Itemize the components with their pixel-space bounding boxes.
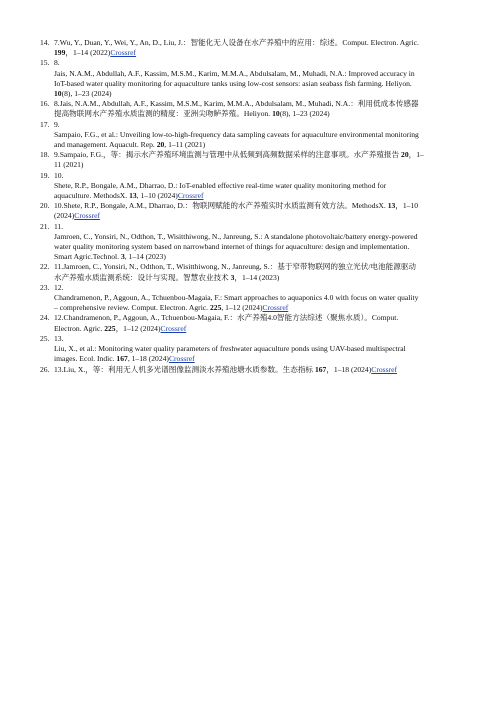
reference-item [40,334,460,365]
volume-number: 167 [314,364,327,374]
reference-text: 11.Jamroen, C., Yonsiri, N., Odthon, T., Wisitthiwong, N., Janreung, S.：基于窄带物联网的独立光伏/电池能源驱动 [54,262,417,272]
reference-item [40,171,460,202]
reference-text: , 1–11 (2021) [164,140,206,150]
reference-line [54,109,460,119]
reference-text: , 1–12 (2024) [221,303,263,313]
reference-line [54,313,460,323]
reference-list [40,38,460,375]
reference-number: 19. [40,170,50,180]
volume-number: 225 [104,323,116,333]
reference-item [40,313,460,333]
reference-number: 23. [40,282,50,292]
reference-line [54,38,460,48]
reference-text: 10.Shete, R.P., Bongale, A.M., Dharrao, D.：物联网赋能的水产养殖实时水质监测有效方法。MethodsX. [54,201,388,211]
reference-text: (2024) [54,211,75,221]
reference-text: 13.Liu, X.，等：利用无人机多光谱图像监测淡水养殖池塘水质参数。生态指标 [54,364,315,374]
reference-line [54,344,460,354]
reference-text: ，1– [408,150,424,160]
crossref-link[interactable]: Crossref [177,191,204,201]
reference-line [54,79,460,89]
reference-text: ，1–10 [395,201,419,211]
volume-number: 10 [272,109,280,119]
reference-number: 22. [40,262,50,272]
reference-line [54,222,460,232]
reference-line [54,201,460,211]
reference-item [40,365,460,375]
reference-line [54,120,460,130]
reference-line [54,242,460,252]
reference-line [54,150,460,160]
crossref-link[interactable]: Crossref [262,303,289,313]
reference-number: 15. [40,58,50,68]
reference-text: images. Ecol. Indic. [54,354,117,364]
reference-text: aquaculture. MethodsX. [54,191,130,201]
volume-number: 3 [120,252,125,262]
reference-text: Shete, R.P., Bongale, A.M., Dharrao, D.: IoT-enabled effective real-time water quality monitoring method for [54,180,387,190]
reference-item [40,99,460,119]
reference-line [54,99,460,109]
reference-item [40,58,460,99]
reference-line [54,130,460,140]
reference-line [54,354,460,364]
reference-number: 26. [40,364,50,374]
reference-text: 9. [54,119,60,129]
volume-number: 167 [116,354,128,364]
reference-text: Smart Agric.Technol. [54,252,121,262]
reference-text: 11 (2021) [54,160,84,170]
crossref-link[interactable]: Crossref [74,211,100,221]
crossref-link[interactable]: Crossref [160,323,187,333]
reference-text: ，1–18 (2024) [326,364,372,374]
reference-item [40,222,460,263]
reference-text: 12.Chandramenon, P., Aggoun, A., Tchuenbou-Magaia, F.：水产养殖4.0智能方法综述（聚焦水质）。Comput. [54,313,399,323]
reference-number: 17. [40,119,50,129]
reference-line [54,324,460,334]
crossref-link[interactable]: Crossref [168,354,195,364]
volume-number: 20 [156,140,165,150]
reference-line [54,273,460,283]
reference-line [54,89,460,99]
reference-number: 18. [40,150,50,160]
volume-number: 13 [387,201,396,211]
reference-line [54,293,460,303]
volume-number: 20 [401,150,409,160]
volume-number: 13 [129,191,137,201]
reference-text: ，1–14 (2022) [65,48,111,58]
reference-line [54,191,460,201]
reference-text: – comprehensive review. Comput. Electron. Agric. [54,303,210,313]
reference-item [40,150,460,170]
reference-text: Sampaio, F.G., et al.: Unveiling low-to-high-frequency data sampling caveats for aquaculture environmental monitoring [54,129,419,139]
volume-number: 3 [230,272,235,282]
reference-line [54,232,460,242]
reference-line [54,365,460,375]
reference-line [54,140,460,150]
reference-text: 11. [54,221,64,231]
reference-number: 21. [40,221,50,231]
reference-item [40,283,460,314]
reference-line [54,303,460,313]
reference-text: (8), 1–23 (2024) [279,109,330,119]
reference-number: 20. [40,201,50,211]
reference-item [40,38,460,58]
reference-line [54,171,460,181]
reference-item [40,120,460,151]
reference-line [54,160,460,170]
reference-text: Jais, N.A.M., Abdullah, A.F., Kassim, M.S.M., Karim, M.M.A., Abdulsalam, M., Muhadi, N.A.: Improved accuracy in [54,68,415,78]
reference-text: IoT-based water quality monitoring for aquaculture tanks using low-cost sensors: asian seabass fish farming. Heliyon. [54,78,412,88]
reference-number: 16. [40,99,50,109]
reference-line [54,48,460,58]
reference-line [54,69,460,79]
reference-line [54,58,460,68]
reference-text: and management. Aquacult. Rep. [54,140,157,150]
reference-text: 7.Wu, Y., Duan, Y., Wei, Y., An, D., Liu, J.：智能化无人设备在水产养殖中的应用：综述。Comput. Electron. Agric. [54,38,419,47]
reference-number: 24. [40,313,50,323]
reference-text: Chandramenon, P., Aggoun, A., Tchuenbou-Magaia, F.: Smart approaches to aquaponics 4.0 with focus on water quality [54,293,419,303]
reference-line [54,181,460,191]
reference-text: water quality monitoring system based on narrowband internet of things for aquaculture: design and implementation. [54,242,410,252]
reference-line [54,262,460,272]
reference-text: 13. [54,333,64,343]
reference-line [54,334,460,344]
reference-text: 12. [54,282,64,292]
reference-text: ，1–14 (2023) [234,272,280,282]
reference-item [40,201,460,221]
reference-text: 8.Jais, N.A.M., Abdullah, A.F., Kassim, M.S.M., Karim, M.M.A., Abdulsalam, M., Muhadi, N.A.：利用低成本传感器 [54,99,419,109]
reference-text: (8), 1–23 (2024) [61,89,112,99]
reference-text: 9.Sampaio, F.G.，等：揭示水产养殖环境监测与管理中从低频到高频数据采样的注意事项。水产养殖报告 [54,150,402,160]
reference-text: 水产养殖水质监测系统：设计与实现。智慧农业技术 [54,272,231,282]
reference-text: Electron. Agric. [54,323,105,333]
reference-text: , 1–14 (2023) [124,252,166,262]
crossref-link[interactable]: Crossref [371,364,397,374]
reference-line [54,283,460,293]
reference-text: ，1–12 (2024) [115,323,161,333]
reference-text: Liu, X., et al.: Monitoring water quality parameters of freshwater aquaculture ponds using UAV-based multispectral [54,344,406,354]
reference-line [54,252,460,262]
reference-text: 10. [54,170,64,180]
volume-number: 225 [209,303,222,313]
reference-text: 8. [54,58,60,68]
reference-text: Jamroen, C., Yonsiri, N., Odthon, T., Wisitthiwong, N., Janreung, S.: A standalone photovoltaic/battery energy-powered [54,231,418,241]
reference-number: 14. [40,38,50,47]
volume-number: 10 [54,89,62,99]
reference-text: , 1–18 (2024) [127,354,169,364]
reference-text: 提高物联网水产养殖水质监测的精度：亚洲尖吻鲈养殖。Heliyon. [54,109,273,119]
volume-number: 199 [54,48,66,58]
crossref-link[interactable]: Crossref [110,48,137,58]
reference-text: , 1–10 (2024) [136,191,178,201]
reference-item [40,262,460,282]
reference-number: 25. [40,333,50,343]
reference-line [54,211,460,221]
